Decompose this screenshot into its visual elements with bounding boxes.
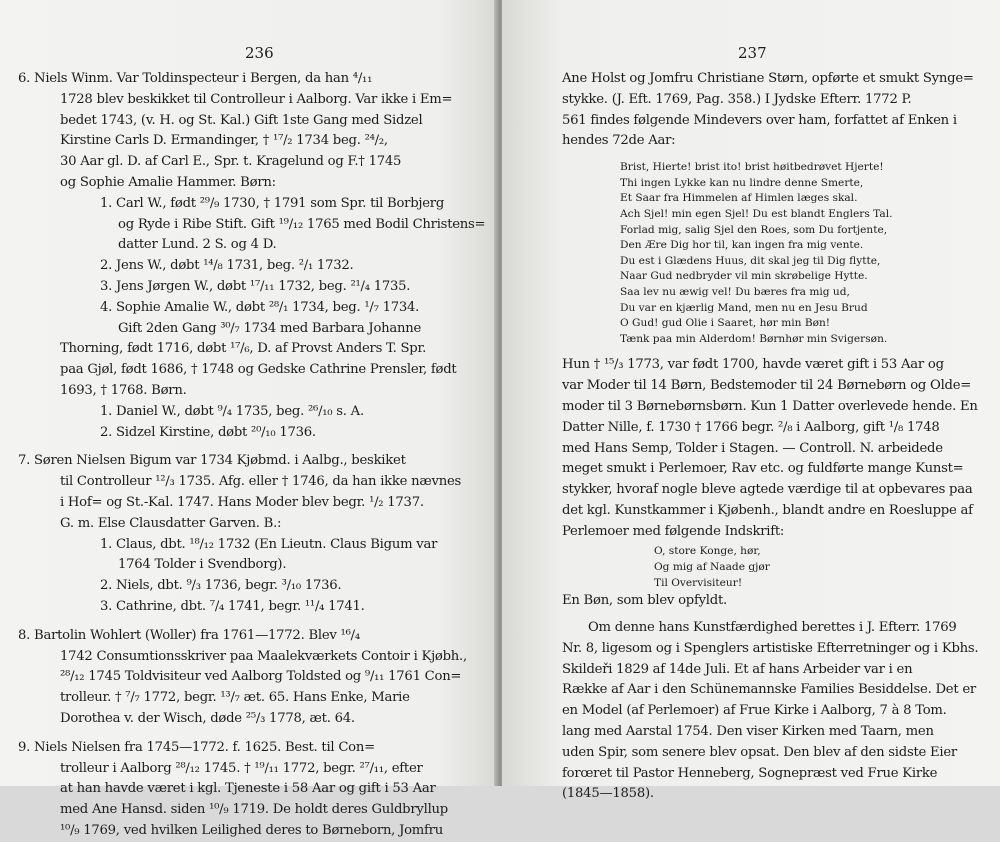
text-line: Række af Aar i den Schünemannske Families Besiddelse. Det er	[562, 682, 976, 698]
text-line: Hun † ¹⁵/₃ 1773, var født 1700, havde været gift i 53 Aar og	[562, 357, 944, 373]
text-line: 8. Bartolin Wohlert (Woller) fra 1761—1772. Blev ¹⁶/₄	[18, 627, 360, 643]
poem-line: Den Ære Dig hor til, kan ingen fra mig vente.	[620, 239, 864, 252]
text-line: G. m. Else Clausdatter Garven. B.:	[60, 515, 282, 531]
text-line: stykke. (J. Eft. 1769, Pag. 358.) I Jydske Efterr. 1772 P.	[562, 91, 912, 107]
page-number: 237	[738, 44, 767, 62]
right-page-text	[562, 69, 979, 805]
poem-line: Saa lev nu æwig vel! Du bæres fra mig ud,	[620, 285, 850, 298]
poem-line: O Gud! gud Olie i Saaret, hør min Bøn!	[620, 317, 831, 330]
text-line: 1728 blev beskikket til Controlleur i Aalborg. Var ikke i Em=	[60, 91, 453, 107]
text-line: en Model (af Perlemoer) af Frue Kirke i Aalborg, 7 à 8 Tom.	[562, 703, 947, 719]
text-line: Skildeři 1829 af 14de Juli. Et af hans Arbeider var i en	[562, 661, 913, 677]
poem-line: Et Saar fra Himmelen af Himlen læges skal.	[620, 192, 858, 205]
text-line: 3. Cathrine, dbt. ⁷/₄ 1741, begr. ¹¹/₄ 1741.	[100, 598, 365, 614]
text-line: med Ane Hansd. siden ¹⁰/₉ 1719. De holdt deres Guldbryllup	[60, 802, 448, 818]
text-line: ²⁸/₁₂ 1745 Toldvisiteur ved Aalborg Toldsted og ⁹/₁₁ 1761 Con=	[60, 669, 462, 685]
memorial-poem	[562, 160, 964, 347]
text-line: paa Gjøl, født 1686, † 1748 og Gedske Cathrine Prensler, født	[60, 362, 457, 378]
inscription	[562, 544, 964, 591]
text-line: meget smukt i Perlemoer, Rav etc. og fuldførte mange Kunst=	[562, 461, 964, 477]
text-line: bedet 1743, (v. H. og St. Kal.) Gift 1ste Gang med Sidzel	[60, 112, 423, 128]
text-line: 2. Jens W., døbt ¹⁴/₈ 1731, beg. ²/₁ 1732.	[100, 258, 354, 274]
text-line: lang med Aarstal 1754. Den viser Kirken med Taarn, men	[562, 724, 934, 740]
text-line: Dorothea v. der Wisch, døde ²⁵/₃ 1778, æt. 64.	[60, 710, 355, 726]
text-line: uden Spir, som senere blev opsat. Den blev af den sidste Eier	[562, 744, 957, 760]
text-line: Gift 2den Gang ³⁰/₇ 1734 med Barbara Johanne	[118, 320, 422, 336]
text-line: 30 Aar gl. D. af Carl E., Spr. t. Kragelund og F.† 1745	[60, 154, 402, 170]
text-line: til Controlleur ¹²/₃ 1735. Afg. eller † 1746, da han ikke nævnes	[60, 474, 462, 490]
text-line: og Ryde i Ribe Stift. Gift ¹⁹/₁₂ 1765 med Bodil Christens=	[118, 216, 486, 232]
inscription-line: Til Overvisiteur!	[654, 576, 743, 589]
text-line: En Bøn, som blev opfyldt.	[562, 593, 727, 609]
text-line: 7. Søren Nielsen Bigum var 1734 Kjøbmd. i Aalbg., beskiket	[18, 453, 406, 469]
text-line: at han havde været i kgl. Tjeneste i 58 Aar og gift i 53 Aar	[60, 781, 436, 797]
text-line: var Moder til 14 Børn, Bedstemoder til 24 Børnebørn og Olde=	[562, 378, 972, 394]
text-line: hendes 72de Aar:	[562, 133, 676, 149]
text-line: moder til 3 Børnebørnsbørn. Kun 1 Datter overlevede hende. En	[562, 398, 978, 414]
text-line: Om denne hans Kunstfærdighed berettes i J. Efterr. 1769	[588, 620, 957, 636]
inscription-line: O, store Konge, hør,	[654, 545, 761, 558]
text-line: trolleur. † ⁷/₇ 1772, begr. ¹³/₇ æt. 65. Hans Enke, Marie	[60, 690, 410, 706]
text-line: (1845—1858).	[562, 786, 654, 802]
text-line: Nr. 8, ligesom og i Spenglers artistiske Efterretninger og i Kbhs.	[562, 640, 979, 656]
text-line: 4. Sophie Amalie W., døbt ²⁸/₁ 1734, beg. ¹/₇ 1734.	[100, 299, 420, 315]
text-line: 561 findes følgende Mindevers over ham, forfattet af Enken i	[562, 112, 957, 128]
text-line: det kgl. Kunstkammer i Kjøbenh., blandt andre en Roesluppe af	[562, 502, 973, 518]
text-line: Datter Nille, f. 1730 † 1766 begr. ²/₈ i Aalborg, gift ¹/₈ 1748	[562, 419, 940, 435]
text-line: 3. Jens Jørgen W., døbt ¹⁷/₁₁ 1732, beg. ²¹/₄ 1735.	[100, 278, 411, 294]
poem-line: Forlad mig, salig Sjel den Roes, som Du fortjente,	[620, 223, 888, 236]
text-line: 2. Sidzel Kirstine, døbt ²⁰/₁₀ 1736.	[100, 424, 316, 440]
text-line: Perlemoer med følgende Indskrift:	[562, 523, 785, 539]
right-page	[502, 0, 1000, 802]
poem-line: Brist, Hierte! brist ito! brist høitbedrøvet Hjerte!	[620, 161, 884, 174]
text-line: 1. Claus, dbt. ¹⁸/₁₂ 1732 (En Lieutn. Claus Bigum var	[100, 536, 438, 552]
poem-line: Du est i Glædens Huus, dit skal jeg til Dig flytte,	[620, 254, 881, 267]
inscription-line: Og mig af Naade gjør	[654, 561, 770, 574]
poem-line: Ach Sjel! min egen Sjel! Du est blandt Englers Tal.	[620, 207, 893, 220]
text-line: 1764 Tolder i Svendborg).	[118, 557, 287, 573]
text-line: 1693, † 1768. Børn.	[60, 382, 187, 398]
page-number: 236	[245, 44, 274, 62]
poem-line: Thi ingen Lykke kan nu lindre denne Smerte,	[620, 176, 864, 189]
left-page-text	[18, 69, 486, 842]
text-line: 1. Carl W., født ²⁹/₉ 1730, † 1791 som Spr. til Borbjerg	[100, 195, 445, 211]
text-line: stykker, hvoraf nogle bleve agtede værdige til at opbevares paa	[562, 482, 973, 498]
text-line: forœret til Pastor Henneberg, Sognepræst ved Frue Kirke	[562, 765, 938, 781]
text-line: datter Lund. 2 S. og 4 D.	[118, 237, 277, 253]
poem-line: Naar Gud nedbryder vil min skrøbelige Hytte.	[620, 270, 868, 283]
poem-line: Tænk paa min Alderdom! Børnhør min Svigersøn.	[620, 332, 888, 345]
text-line: 1742 Consumtionsskriver paa Maalekværkets Contoir i Kjøbh.,	[60, 648, 467, 664]
text-line: og Sophie Amalie Hammer. Børn:	[60, 174, 276, 190]
text-line: i Hof= og St.-Kal. 1747. Hans Moder blev begr. ¹/₂ 1737.	[60, 494, 424, 510]
poem-line: Du var en kjærlig Mand, men nu en Jesu Brud	[620, 301, 868, 314]
text-line: 1. Daniel W., døbt ⁹/₄ 1735, beg. ²⁶/₁₀ s. A.	[100, 403, 364, 419]
text-line: 9. Niels Nielsen fra 1745—1772. f. 1625. Best. til Con=	[18, 739, 375, 755]
left-page	[0, 0, 498, 838]
text-line: Thorning, født 1716, døbt ¹⁷/₆, D. af Provst Anders T. Spr.	[60, 341, 427, 357]
text-line: Kirstine Carls D. Ermandinger, † ¹⁷/₂ 1734 beg. ²⁴/₂,	[60, 133, 388, 149]
text-line: med Hans Semp, Tolder i Stagen. — Controll. N. arbeidede	[562, 440, 943, 456]
text-line: 2. Niels, dbt. ⁹/₃ 1736, begr. ³/₁₀ 1736.	[100, 578, 342, 594]
text-line: Ane Holst og Jomfru Christiane Størn, opførte et smukt Synge=	[562, 71, 974, 86]
text-line: trolleur i Aalborg ²⁸/₁₂ 1745. † ¹⁹/₁₁ 1772, begr. ²⁷/₁₁, efter	[60, 760, 423, 776]
text-line: ¹⁰/₉ 1769, ved hvilken Leilighed deres to Børneborn, Jomfru	[60, 822, 443, 838]
text-line: 6. Niels Winm. Var Toldinspecteur i Bergen, da han ⁴/₁₁	[18, 71, 373, 86]
